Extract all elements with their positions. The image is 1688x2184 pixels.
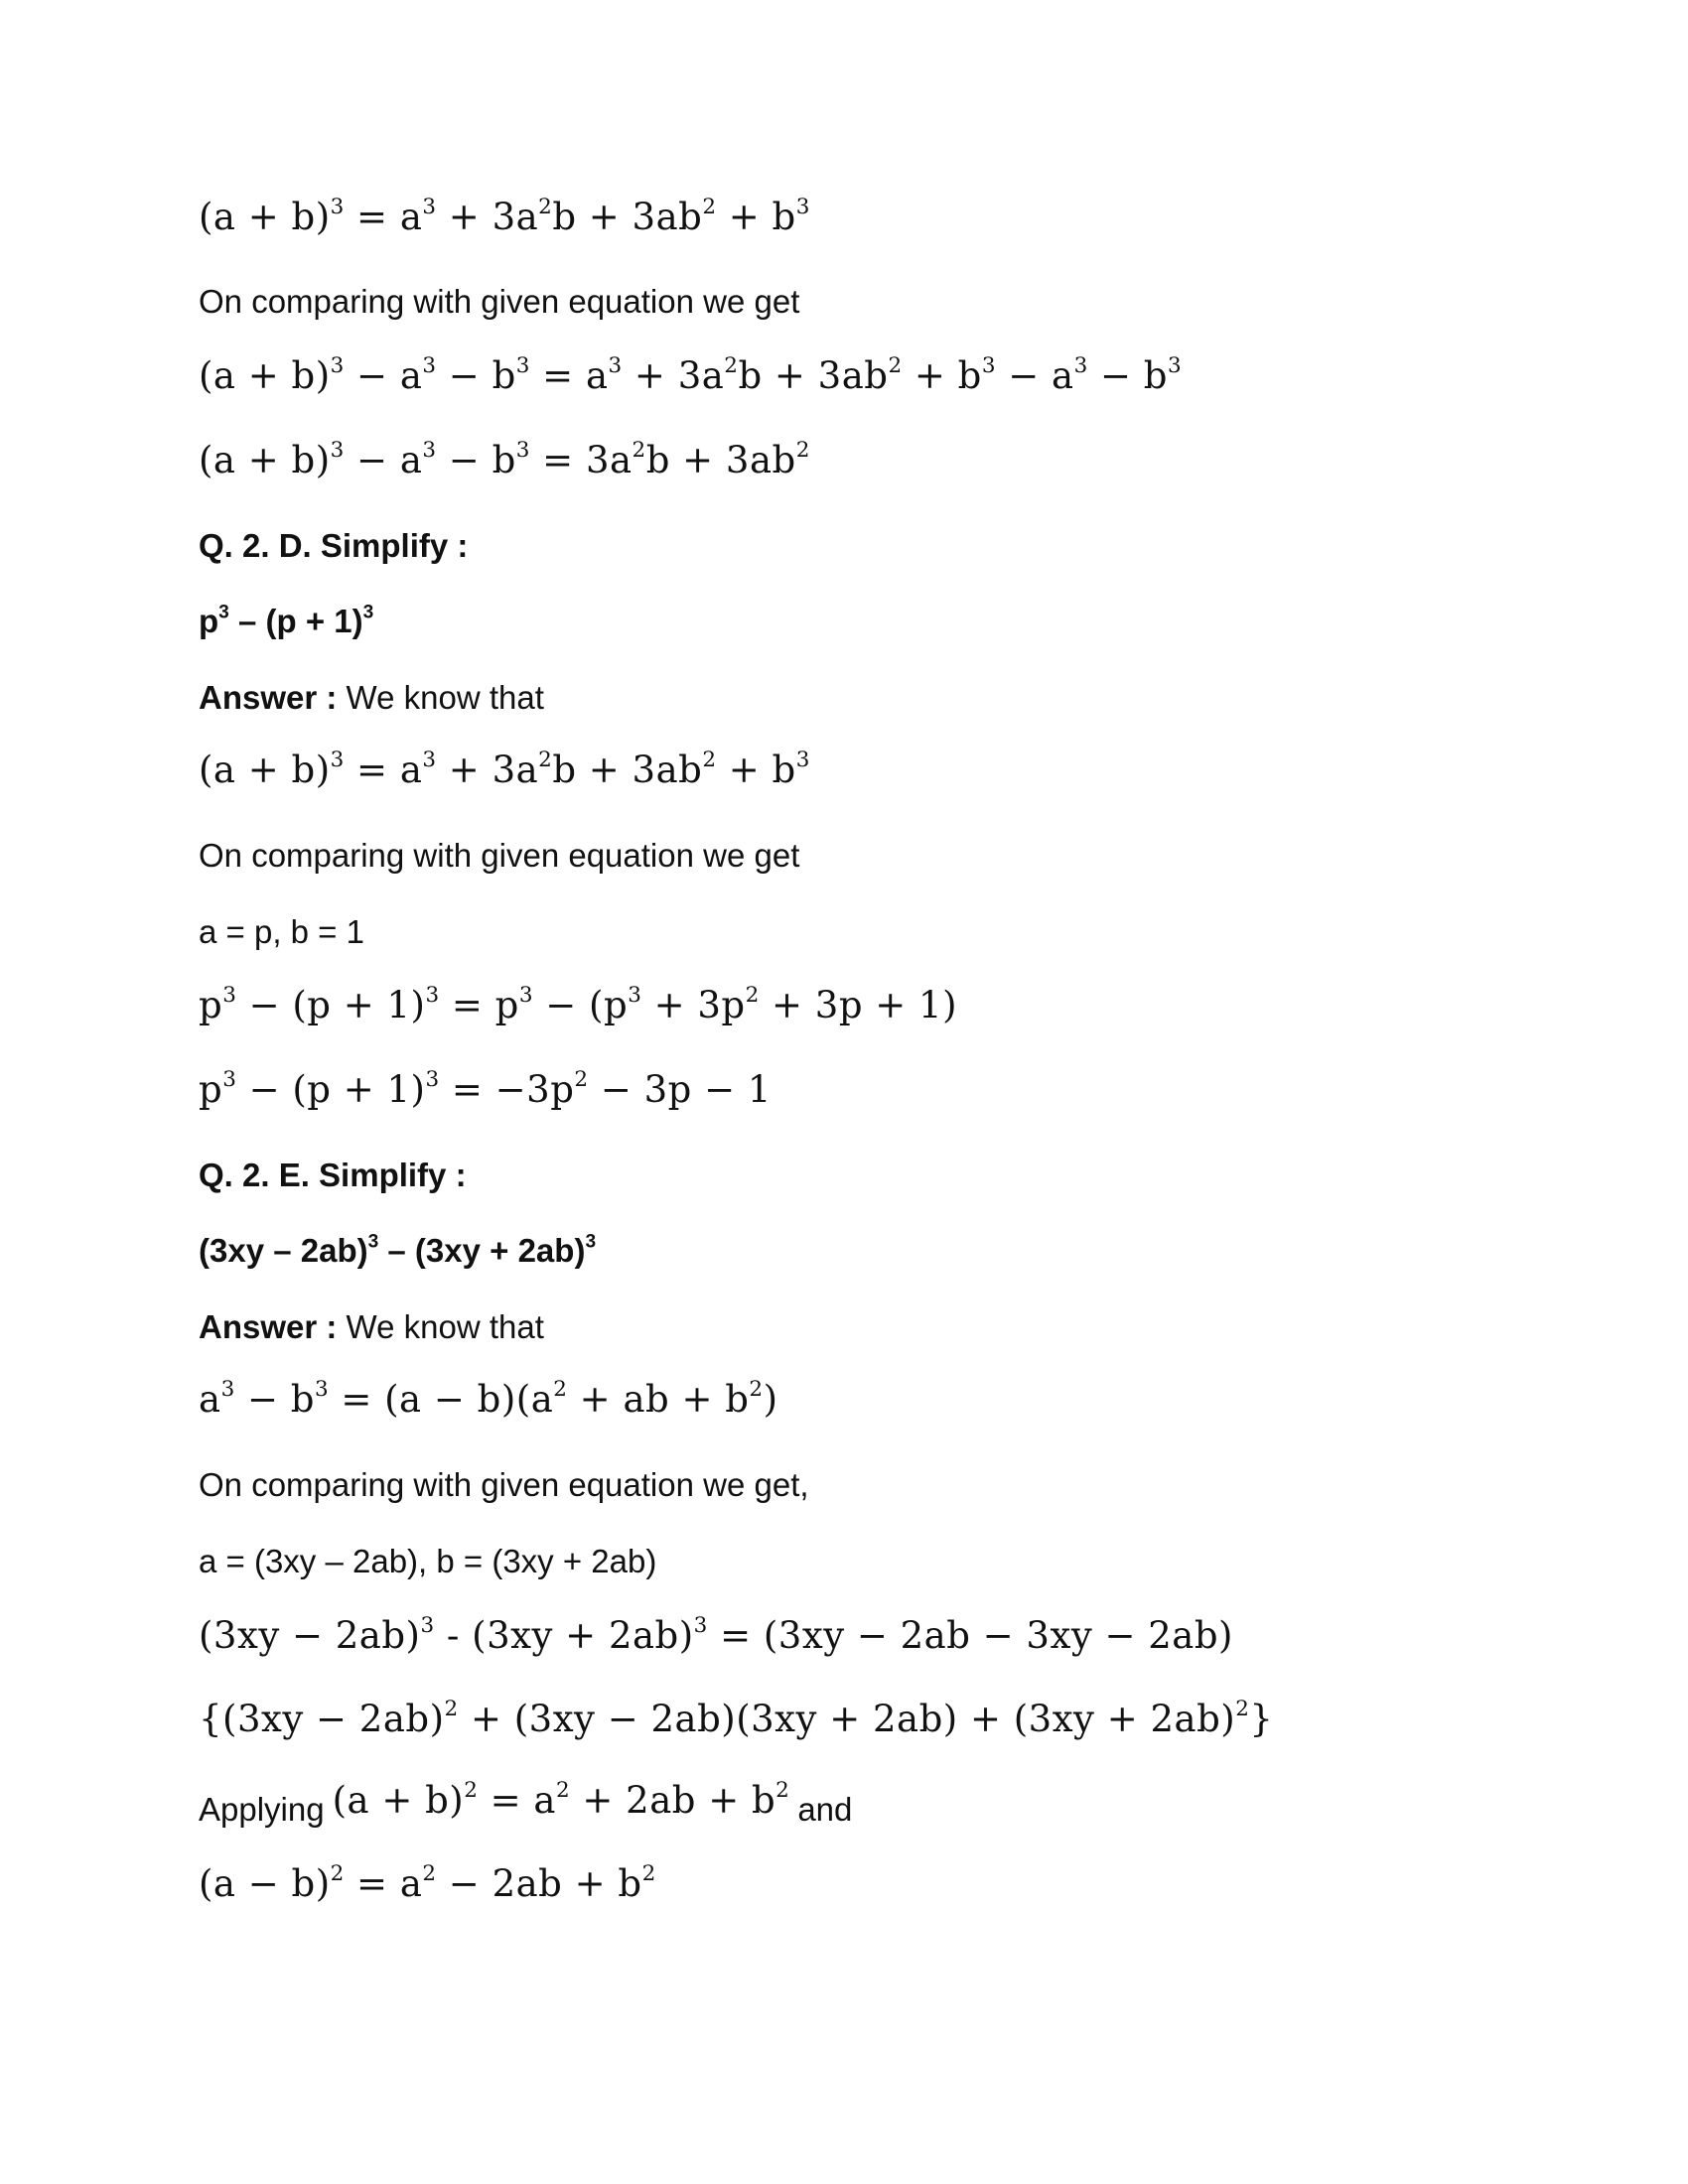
comparison-text: On comparing with given equation we get, (199, 1466, 809, 1503)
substitution-text: a = (3xy – 2ab), b = (3xy + 2ab) (199, 1543, 657, 1579)
answer-text: We know that (337, 679, 544, 716)
equation-step: $(3xy - 2ab)^3 - (3xy + 2ab)^3 = (3xy - 2ab - 3xy - 2ab)$ (199, 1612, 1233, 1657)
equation-result: $(a + b)^3 - a^3 - b^3 = 3a^2b + 3ab^2$ (199, 437, 810, 481)
applying-prefix: Applying (199, 1791, 325, 1828)
answer-intro (199, 1308, 544, 1346)
answer-text: We know that (337, 1308, 544, 1345)
substitution-text: a = p, b = 1 (199, 913, 364, 950)
equation-result: $p^3 - (p + 1)^3 = -3p^2 - 3p - 1$ (199, 1066, 772, 1111)
question-heading: Q. 2. E. Simplify : (199, 1157, 467, 1193)
applying-line (199, 1777, 853, 1830)
answer-label: Answer : (199, 1308, 338, 1345)
formula-cube-of-sum: $(a + b)^3 = a^3 + 3a^2b + 3ab^2 + b^3$ (199, 194, 810, 238)
equation-step: $p^3 - (p + 1)^3 = p^3 - (p^3 + 3p^2 + 3p + 1)$ (199, 982, 957, 1026)
question-expression: $p^3 - (p + 1)^3$ (199, 602, 374, 639)
answer-label: Answer : (199, 679, 338, 716)
question-expression: $(3xy - 2ab)^3 - (3xy + 2ab)^3$ (199, 1231, 597, 1269)
formula-square-of-sum: $(a + b)^2 = a^2 + 2ab + b^2$ (332, 1777, 790, 1822)
equation-step: $(a + b)^3 - a^3 - b^3 = a^3 + 3a^2b + 3ab^2 + b^3 - a^3 - b^3$ (199, 352, 1183, 397)
question-heading: Q. 2. D. Simplify : (199, 527, 469, 564)
equation-step: $\{(3xy - 2ab)^2 + (3xy - 2ab)(3xy + 2ab) + (3xy + 2ab)^2\}$ (199, 1696, 1274, 1740)
comparison-text: On comparing with given equation we get (199, 837, 800, 874)
formula-difference-of-cubes: $a^3 - b^3 = (a - b)(a^2$ + ab + $b^2$) (199, 1376, 778, 1421)
applying-suffix: and (797, 1791, 853, 1828)
formula-square-of-difference: $(a - b)^2 = a^2 - 2ab + b^2$ (199, 1860, 656, 1905)
comparison-text: On comparing with given equation we get (199, 283, 800, 320)
formula-cube-of-sum: $(a + b)^3 = a^3 + 3a^2b + 3ab^2 + b^3$ (199, 747, 810, 791)
answer-intro (199, 679, 544, 717)
